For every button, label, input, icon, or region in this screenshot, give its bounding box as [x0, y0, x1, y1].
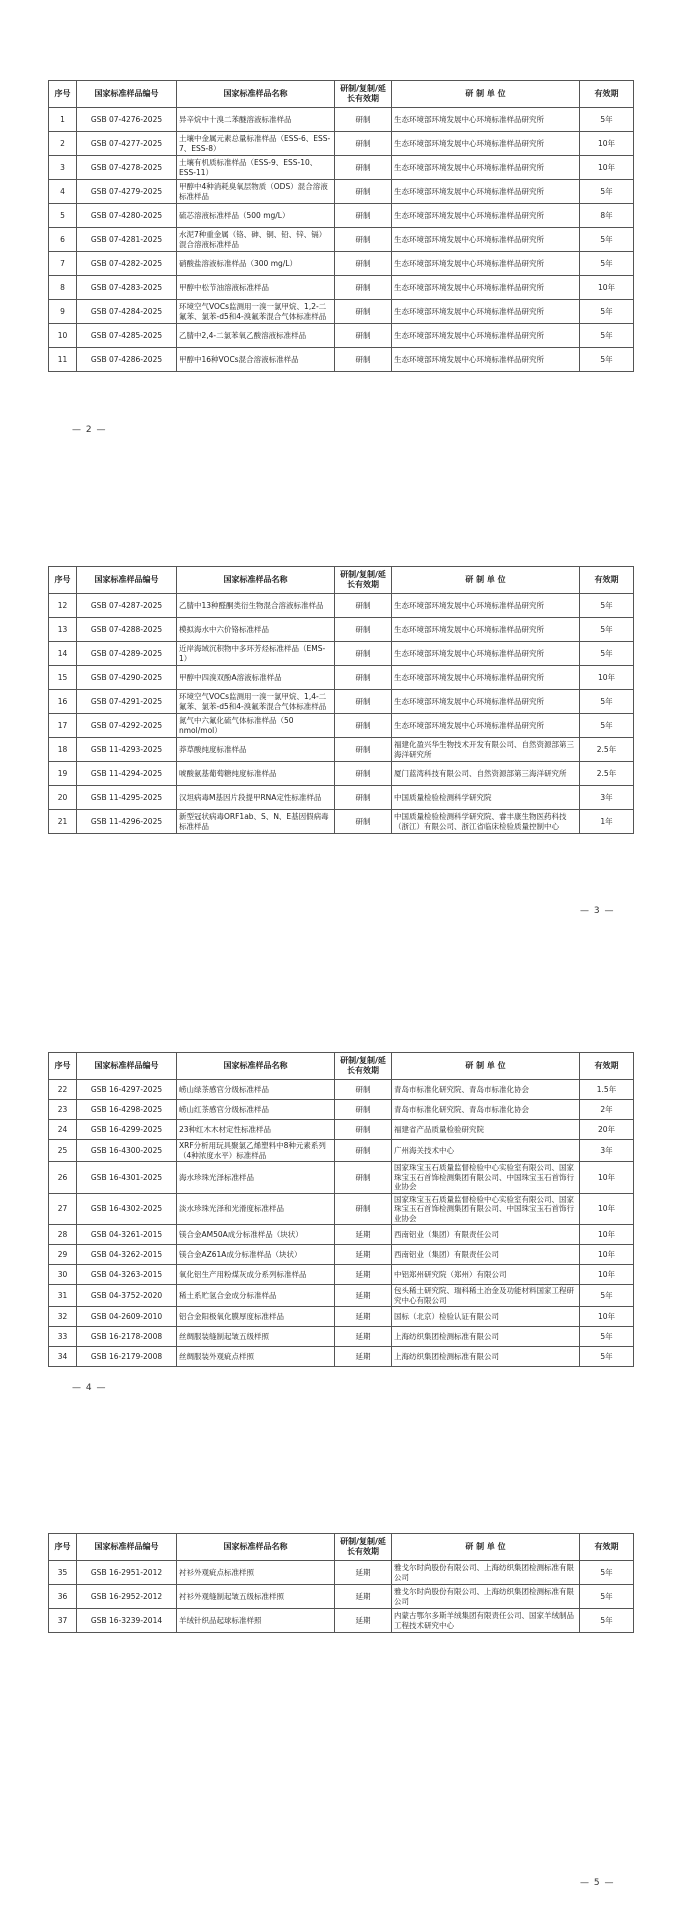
- column-header: 序号: [49, 567, 77, 594]
- validity-period: 5年: [580, 714, 634, 738]
- validity-period: 10年: [580, 132, 634, 156]
- table-row: [49, 276, 634, 300]
- standard-name: 衬衫外观缝制起皱五级标准样照: [177, 1585, 335, 1609]
- row-index: 15: [49, 666, 77, 690]
- validity-period: 3年: [580, 786, 634, 810]
- developer-unit: 西南铝业（集团）有限责任公司: [392, 1245, 580, 1265]
- standard-code: GSB 07-4286-2025: [77, 348, 177, 372]
- column-header: 研制/复制/延长有效期: [335, 567, 392, 594]
- table-row: [49, 786, 634, 810]
- row-index: 29: [49, 1245, 77, 1265]
- development-type: 研制: [335, 810, 392, 834]
- validity-period: 5年: [580, 1285, 634, 1307]
- standard-name: 模拟海水中六价铬标准样品: [177, 618, 335, 642]
- validity-period: 10年: [580, 666, 634, 690]
- column-header: 序号: [49, 1534, 77, 1561]
- table-row: [49, 762, 634, 786]
- development-type: 研制: [335, 1100, 392, 1120]
- table-row: [49, 1225, 634, 1245]
- column-header: 国家标准样品编号: [77, 567, 177, 594]
- row-index: 23: [49, 1100, 77, 1120]
- column-header: 研制/复制/延长有效期: [335, 81, 392, 108]
- standard-code: GSB 07-4291-2025: [77, 690, 177, 714]
- standard-code: GSB 07-4276-2025: [77, 108, 177, 132]
- row-index: 11: [49, 348, 77, 372]
- standard-code: GSB 11-4295-2025: [77, 786, 177, 810]
- standards-table-page-4: [48, 1052, 634, 1367]
- standard-code: GSB 07-4282-2025: [77, 252, 177, 276]
- standard-name: 甲醇中四溴双酚A溶液标准样品: [177, 666, 335, 690]
- row-index: 1: [49, 108, 77, 132]
- developer-unit: 雅戈尔时尚股份有限公司、上海纺织集团检测标准有限公司: [392, 1561, 580, 1585]
- standards-table-page-5: [48, 1533, 634, 1633]
- column-header: 国家标准样品名称: [177, 81, 335, 108]
- developer-unit: 中铝郑州研究院（郑州）有限公司: [392, 1265, 580, 1285]
- standard-name: 崂山红茶感官分级标准样品: [177, 1100, 335, 1120]
- validity-period: 10年: [580, 156, 634, 180]
- column-header: 国家标准样品编号: [77, 81, 177, 108]
- table-row: [49, 180, 634, 204]
- table-row: [49, 1609, 634, 1633]
- row-index: 24: [49, 1120, 77, 1140]
- standard-name: 莽草酸纯度标准样品: [177, 738, 335, 762]
- standard-code: GSB 07-4277-2025: [77, 132, 177, 156]
- developer-unit: 国家珠宝玉石质量监督检验中心实验室有限公司、国家珠宝玉石首饰检测集团有限公司、中国珠宝玉石首饰行业协会: [392, 1162, 580, 1194]
- validity-period: 5年: [580, 348, 634, 372]
- row-index: 36: [49, 1585, 77, 1609]
- standard-name: 甲醇中4种消耗臭氧层物质（ODS）混合溶液标准样品: [177, 180, 335, 204]
- standard-code: GSB 04-3752-2020: [77, 1285, 177, 1307]
- validity-period: 5年: [580, 690, 634, 714]
- standard-code: GSB 07-4292-2025: [77, 714, 177, 738]
- development-type: 研制: [335, 180, 392, 204]
- column-header: 国家标准样品名称: [177, 1053, 335, 1080]
- developer-unit: 国标（北京）检验认证有限公司: [392, 1307, 580, 1327]
- page-number: — 5 —: [580, 1878, 615, 1888]
- table-row: [49, 1120, 634, 1140]
- row-index: 7: [49, 252, 77, 276]
- table-header-row: [49, 567, 634, 594]
- standard-name: 稀土系贮氢合金成分标准样品: [177, 1285, 335, 1307]
- table-row: [49, 252, 634, 276]
- row-index: 35: [49, 1561, 77, 1585]
- column-header: 国家标准样品编号: [77, 1053, 177, 1080]
- standard-name: 羊绒针织品起球标准样照: [177, 1609, 335, 1633]
- validity-period: 5年: [580, 180, 634, 204]
- developer-unit: 中国质量检验检测科学研究院: [392, 786, 580, 810]
- row-index: 31: [49, 1285, 77, 1307]
- table-row: [49, 300, 634, 324]
- development-type: 研制: [335, 252, 392, 276]
- column-header: 研制/复制/延长有效期: [335, 1053, 392, 1080]
- development-type: 延期: [335, 1265, 392, 1285]
- standard-name: 水泥7种重金属（铬、砷、铜、铅、锌、镉）混合溶液标准样品: [177, 228, 335, 252]
- table-row: [49, 594, 634, 618]
- developer-unit: 福建省产品质量检验研究院: [392, 1120, 580, 1140]
- column-header: 有效期: [580, 1534, 634, 1561]
- standard-code: GSB 04-3262-2015: [77, 1245, 177, 1265]
- developer-unit: 上海纺织集团检测标准有限公司: [392, 1327, 580, 1347]
- standards-table-page-3: [48, 566, 634, 834]
- validity-period: 5年: [580, 228, 634, 252]
- table-row: [49, 738, 634, 762]
- validity-period: 10年: [580, 1265, 634, 1285]
- development-type: 延期: [335, 1327, 392, 1347]
- standard-code: GSB 16-2952-2012: [77, 1585, 177, 1609]
- table-row: [49, 228, 634, 252]
- standard-name: 崂山绿茶感官分级标准样品: [177, 1080, 335, 1100]
- standard-code: GSB 04-3261-2015: [77, 1225, 177, 1245]
- standard-name: 衬衫外观疵点标准样照: [177, 1561, 335, 1585]
- table-row: [49, 204, 634, 228]
- development-type: 研制: [335, 690, 392, 714]
- standard-code: GSB 07-4287-2025: [77, 594, 177, 618]
- developer-unit: 生态环境部环境发展中心环境标准样品研究所: [392, 180, 580, 204]
- developer-unit: 生态环境部环境发展中心环境标准样品研究所: [392, 666, 580, 690]
- standard-code: GSB 16-4302-2025: [77, 1193, 177, 1225]
- table-row: [49, 348, 634, 372]
- column-header: 序号: [49, 81, 77, 108]
- row-index: 10: [49, 324, 77, 348]
- table-row: [49, 1080, 634, 1100]
- column-header: 国家标准样品名称: [177, 567, 335, 594]
- developer-unit: 生态环境部环境发展中心环境标准样品研究所: [392, 204, 580, 228]
- standard-code: GSB 07-4281-2025: [77, 228, 177, 252]
- row-index: 5: [49, 204, 77, 228]
- developer-unit: 雅戈尔时尚股份有限公司、上海纺织集团检测标准有限公司: [392, 1585, 580, 1609]
- developer-unit: 生态环境部环境发展中心环境标准样品研究所: [392, 690, 580, 714]
- standard-name: 丝绸服装外观疵点样照: [177, 1347, 335, 1367]
- standard-name: 硝酸盐溶液标准样品（300 mg/L）: [177, 252, 335, 276]
- development-type: 延期: [335, 1561, 392, 1585]
- standard-name: 唬酸氨基葡萄糖纯度标准样品: [177, 762, 335, 786]
- standard-code: GSB 07-4284-2025: [77, 300, 177, 324]
- standard-name: 乙腈中2,4-二氯苯氧乙酸溶液标准样品: [177, 324, 335, 348]
- table-row: [49, 1585, 634, 1609]
- standard-name: 硫芯溶液标准样品（500 mg/L）: [177, 204, 335, 228]
- development-type: 研制: [335, 1140, 392, 1162]
- standard-code: GSB 07-4278-2025: [77, 156, 177, 180]
- standard-name: 铝合金阳极氧化膜厚度标准样品: [177, 1307, 335, 1327]
- standard-code: GSB 11-4296-2025: [77, 810, 177, 834]
- column-header: 研 制 单 位: [392, 81, 580, 108]
- row-index: 32: [49, 1307, 77, 1327]
- table-row: [49, 1327, 634, 1347]
- row-index: 6: [49, 228, 77, 252]
- developer-unit: 福建化盈兴华生物技术开发有限公司、自然资源部第三海洋研究所: [392, 738, 580, 762]
- table-header-row: [49, 1534, 634, 1561]
- standard-name: 环境空气VOCs监测用一溴一氯甲烷、1,2-二氟苯、氯苯-d5和4-溴氟苯混合气体标准样品: [177, 300, 335, 324]
- development-type: 研制: [335, 228, 392, 252]
- development-type: 延期: [335, 1347, 392, 1367]
- row-index: 25: [49, 1140, 77, 1162]
- validity-period: 1.5年: [580, 1080, 634, 1100]
- standard-code: GSB 16-4300-2025: [77, 1140, 177, 1162]
- developer-unit: 生态环境部环境发展中心环境标准样品研究所: [392, 348, 580, 372]
- standard-name: 淡水珍珠光泽和光滑度标准样品: [177, 1193, 335, 1225]
- validity-period: 5年: [580, 1327, 634, 1347]
- table-row: [49, 1347, 634, 1367]
- table-row: [49, 1307, 634, 1327]
- row-index: 21: [49, 810, 77, 834]
- development-type: 研制: [335, 276, 392, 300]
- row-index: 4: [49, 180, 77, 204]
- row-index: 20: [49, 786, 77, 810]
- development-type: 研制: [335, 618, 392, 642]
- table-row: [49, 690, 634, 714]
- standard-code: GSB 16-4298-2025: [77, 1100, 177, 1120]
- development-type: 延期: [335, 1307, 392, 1327]
- standard-name: 土壤中金属元素总量标准样品（ESS-6、ESS-7、ESS-8）: [177, 132, 335, 156]
- table-row: [49, 1193, 634, 1225]
- standard-name: 丝绸服装缝制起皱五级样照: [177, 1327, 335, 1347]
- table-row: [49, 666, 634, 690]
- developer-unit: 西南铝业（集团）有限责任公司: [392, 1225, 580, 1245]
- standard-code: GSB 04-2609-2010: [77, 1307, 177, 1327]
- development-type: 研制: [335, 1080, 392, 1100]
- standard-code: GSB 11-4294-2025: [77, 762, 177, 786]
- developer-unit: 生态环境部环境发展中心环境标准样品研究所: [392, 132, 580, 156]
- row-index: 34: [49, 1347, 77, 1367]
- standard-code: GSB 16-4297-2025: [77, 1080, 177, 1100]
- standard-code: GSB 16-2951-2012: [77, 1561, 177, 1585]
- developer-unit: 包头稀土研究院、瑞科稀土冶金及功能材料国家工程研究中心有限公司: [392, 1285, 580, 1307]
- row-index: 8: [49, 276, 77, 300]
- table-row: [49, 618, 634, 642]
- row-index: 2: [49, 132, 77, 156]
- validity-period: 10年: [580, 1193, 634, 1225]
- table-row: [49, 1285, 634, 1307]
- standard-code: GSB 07-4288-2025: [77, 618, 177, 642]
- standard-name: 镁合金AZ61A成分标准样品（块状）: [177, 1245, 335, 1265]
- developer-unit: 厦门蓝湾科技有限公司、自然资源部第三海洋研究所: [392, 762, 580, 786]
- developer-unit: 中国质量检验检测科学研究院、睿丰康生物医药科技（浙江）有限公司、浙江省临床检验质量控制中心: [392, 810, 580, 834]
- standard-code: GSB 16-4299-2025: [77, 1120, 177, 1140]
- development-type: 延期: [335, 1245, 392, 1265]
- standard-name: 汉坦病毒M基因片段提甲RNA定性标准样品: [177, 786, 335, 810]
- validity-period: 5年: [580, 108, 634, 132]
- developer-unit: 生态环境部环境发展中心环境标准样品研究所: [392, 300, 580, 324]
- validity-period: 10年: [580, 1162, 634, 1194]
- development-type: 研制: [335, 204, 392, 228]
- table-row: [49, 642, 634, 666]
- validity-period: 1年: [580, 810, 634, 834]
- standard-name: 23种红木木材定性标准样品: [177, 1120, 335, 1140]
- row-index: 37: [49, 1609, 77, 1633]
- developer-unit: 生态环境部环境发展中心环境标准样品研究所: [392, 714, 580, 738]
- table-row: [49, 1265, 634, 1285]
- row-index: 26: [49, 1162, 77, 1194]
- page-number: — 3 —: [580, 906, 615, 916]
- development-type: 研制: [335, 324, 392, 348]
- development-type: 研制: [335, 1120, 392, 1140]
- validity-period: 5年: [580, 594, 634, 618]
- standard-name: 甲醇中松节油溶液标准样品: [177, 276, 335, 300]
- row-index: 30: [49, 1265, 77, 1285]
- development-type: 研制: [335, 786, 392, 810]
- table-row: [49, 132, 634, 156]
- table-row: [49, 1100, 634, 1120]
- developer-unit: 国家珠宝玉石质量监督检验中心实验室有限公司、国家珠宝玉石首饰检测集团有限公司、中国珠宝玉石首饰行业协会: [392, 1193, 580, 1225]
- validity-period: 5年: [580, 1347, 634, 1367]
- column-header: 研制/复制/延长有效期: [335, 1534, 392, 1561]
- column-header: 有效期: [580, 1053, 634, 1080]
- table-row: [49, 1162, 634, 1194]
- table-row: [49, 1245, 634, 1265]
- developer-unit: 生态环境部环境发展中心环境标准样品研究所: [392, 276, 580, 300]
- validity-period: 2.5年: [580, 738, 634, 762]
- validity-period: 20年: [580, 1120, 634, 1140]
- table-header-row: [49, 1053, 634, 1080]
- developer-unit: 生态环境部环境发展中心环境标准样品研究所: [392, 594, 580, 618]
- development-type: 研制: [335, 108, 392, 132]
- standard-code: GSB 07-4280-2025: [77, 204, 177, 228]
- development-type: 研制: [335, 156, 392, 180]
- standard-code: GSB 16-2179-2008: [77, 1347, 177, 1367]
- developer-unit: 青岛市标准化研究院、青岛市标准化协会: [392, 1100, 580, 1120]
- standard-name: 镁合金AM50A成分标准样品（块状）: [177, 1225, 335, 1245]
- development-type: 研制: [335, 348, 392, 372]
- standard-name: 甲醇中16种VOCs混合溶液标准样品: [177, 348, 335, 372]
- row-index: 17: [49, 714, 77, 738]
- developer-unit: 生态环境部环境发展中心环境标准样品研究所: [392, 156, 580, 180]
- development-type: 研制: [335, 300, 392, 324]
- standard-name: 环境空气VOCs监测用一溴一氯甲烷、1,4-二氟苯、氯苯-d5和4-溴氟苯混合气体标准样品: [177, 690, 335, 714]
- development-type: 延期: [335, 1225, 392, 1245]
- row-index: 13: [49, 618, 77, 642]
- column-header: 研 制 单 位: [392, 1053, 580, 1080]
- standard-code: GSB 07-4289-2025: [77, 642, 177, 666]
- standard-code: GSB 07-4290-2025: [77, 666, 177, 690]
- development-type: 研制: [335, 714, 392, 738]
- standard-code: GSB 16-4301-2025: [77, 1162, 177, 1194]
- column-header: 研 制 单 位: [392, 1534, 580, 1561]
- row-index: 9: [49, 300, 77, 324]
- validity-period: 10年: [580, 1225, 634, 1245]
- developer-unit: 生态环境部环境发展中心环境标准样品研究所: [392, 642, 580, 666]
- validity-period: 5年: [580, 300, 634, 324]
- standard-name: 近岸海域沉积物中多环芳烃标准样品（EMS-1）: [177, 642, 335, 666]
- row-index: 28: [49, 1225, 77, 1245]
- table-row: [49, 810, 634, 834]
- row-index: 16: [49, 690, 77, 714]
- development-type: 研制: [335, 666, 392, 690]
- table-row: [49, 156, 634, 180]
- development-type: 延期: [335, 1585, 392, 1609]
- developer-unit: 青岛市标准化研究院、青岛市标准化协会: [392, 1080, 580, 1100]
- validity-period: 10年: [580, 1307, 634, 1327]
- standard-name: 新型冠状病毒ORF1ab、S、N、E基因假病毒标准样品: [177, 810, 335, 834]
- development-type: 研制: [335, 642, 392, 666]
- row-index: 3: [49, 156, 77, 180]
- standard-code: GSB 16-2178-2008: [77, 1327, 177, 1347]
- developer-unit: 上海纺织集团检测标准有限公司: [392, 1347, 580, 1367]
- validity-period: 2年: [580, 1100, 634, 1120]
- development-type: 研制: [335, 1193, 392, 1225]
- standard-code: GSB 16-3239-2014: [77, 1609, 177, 1633]
- development-type: 研制: [335, 1162, 392, 1194]
- standard-code: GSB 11-4293-2025: [77, 738, 177, 762]
- row-index: 19: [49, 762, 77, 786]
- page-number: — 4 —: [72, 1383, 107, 1393]
- validity-period: 10年: [580, 276, 634, 300]
- row-index: 12: [49, 594, 77, 618]
- standard-code: GSB 07-4279-2025: [77, 180, 177, 204]
- development-type: 研制: [335, 132, 392, 156]
- column-header: 有效期: [580, 81, 634, 108]
- column-header: 国家标准样品编号: [77, 1534, 177, 1561]
- development-type: 延期: [335, 1285, 392, 1307]
- validity-period: 5年: [580, 324, 634, 348]
- developer-unit: 内蒙古鄂尔多斯羊绒集团有限责任公司、国家羊绒制品工程技术研究中心: [392, 1609, 580, 1633]
- development-type: 研制: [335, 594, 392, 618]
- table-header-row: [49, 81, 634, 108]
- development-type: 延期: [335, 1609, 392, 1633]
- standard-code: GSB 04-3263-2015: [77, 1265, 177, 1285]
- validity-period: 5年: [580, 252, 634, 276]
- row-index: 18: [49, 738, 77, 762]
- column-header: 有效期: [580, 567, 634, 594]
- development-type: 研制: [335, 762, 392, 786]
- row-index: 27: [49, 1193, 77, 1225]
- row-index: 22: [49, 1080, 77, 1100]
- table-row: [49, 108, 634, 132]
- validity-period: 5年: [580, 1609, 634, 1633]
- development-type: 研制: [335, 738, 392, 762]
- developer-unit: 生态环境部环境发展中心环境标准样品研究所: [392, 252, 580, 276]
- standard-name: 氧化铝生产用粉煤灰成分系列标准样品: [177, 1265, 335, 1285]
- developer-unit: 广州海关技术中心: [392, 1140, 580, 1162]
- validity-period: 3年: [580, 1140, 634, 1162]
- developer-unit: 生态环境部环境发展中心环境标准样品研究所: [392, 618, 580, 642]
- page-number: — 2 —: [72, 425, 107, 435]
- validity-period: 5年: [580, 1561, 634, 1585]
- standard-name: 土壤有机质标准样品（ESS-9、ESS-10、ESS-11）: [177, 156, 335, 180]
- column-header: 序号: [49, 1053, 77, 1080]
- validity-period: 5年: [580, 1585, 634, 1609]
- developer-unit: 生态环境部环境发展中心环境标准样品研究所: [392, 324, 580, 348]
- table-row: [49, 324, 634, 348]
- validity-period: 8年: [580, 204, 634, 228]
- standard-name: XRF分析用玩具聚氯乙烯塑料中8种元素系列（4种浓度水平）标准样品: [177, 1140, 335, 1162]
- standard-name: 海水珍珠光泽标准样品: [177, 1162, 335, 1194]
- table-row: [49, 714, 634, 738]
- standard-name: 乙腈中13种醛酮类衍生物混合溶液标准样品: [177, 594, 335, 618]
- column-header: 研 制 单 位: [392, 567, 580, 594]
- standard-name: 氮气中六氟化硫气体标准样品（50 nmol/mol）: [177, 714, 335, 738]
- validity-period: 5年: [580, 642, 634, 666]
- table-row: [49, 1561, 634, 1585]
- standards-table-page-2: [48, 80, 634, 372]
- developer-unit: 生态环境部环境发展中心环境标准样品研究所: [392, 228, 580, 252]
- validity-period: 5年: [580, 618, 634, 642]
- table-row: [49, 1140, 634, 1162]
- validity-period: 2.5年: [580, 762, 634, 786]
- validity-period: 10年: [580, 1245, 634, 1265]
- developer-unit: 生态环境部环境发展中心环境标准样品研究所: [392, 108, 580, 132]
- standard-code: GSB 07-4283-2025: [77, 276, 177, 300]
- column-header: 国家标准样品名称: [177, 1534, 335, 1561]
- standard-name: 异辛烷中十溴二苯醚溶液标准样品: [177, 108, 335, 132]
- standard-code: GSB 07-4285-2025: [77, 324, 177, 348]
- row-index: 14: [49, 642, 77, 666]
- row-index: 33: [49, 1327, 77, 1347]
